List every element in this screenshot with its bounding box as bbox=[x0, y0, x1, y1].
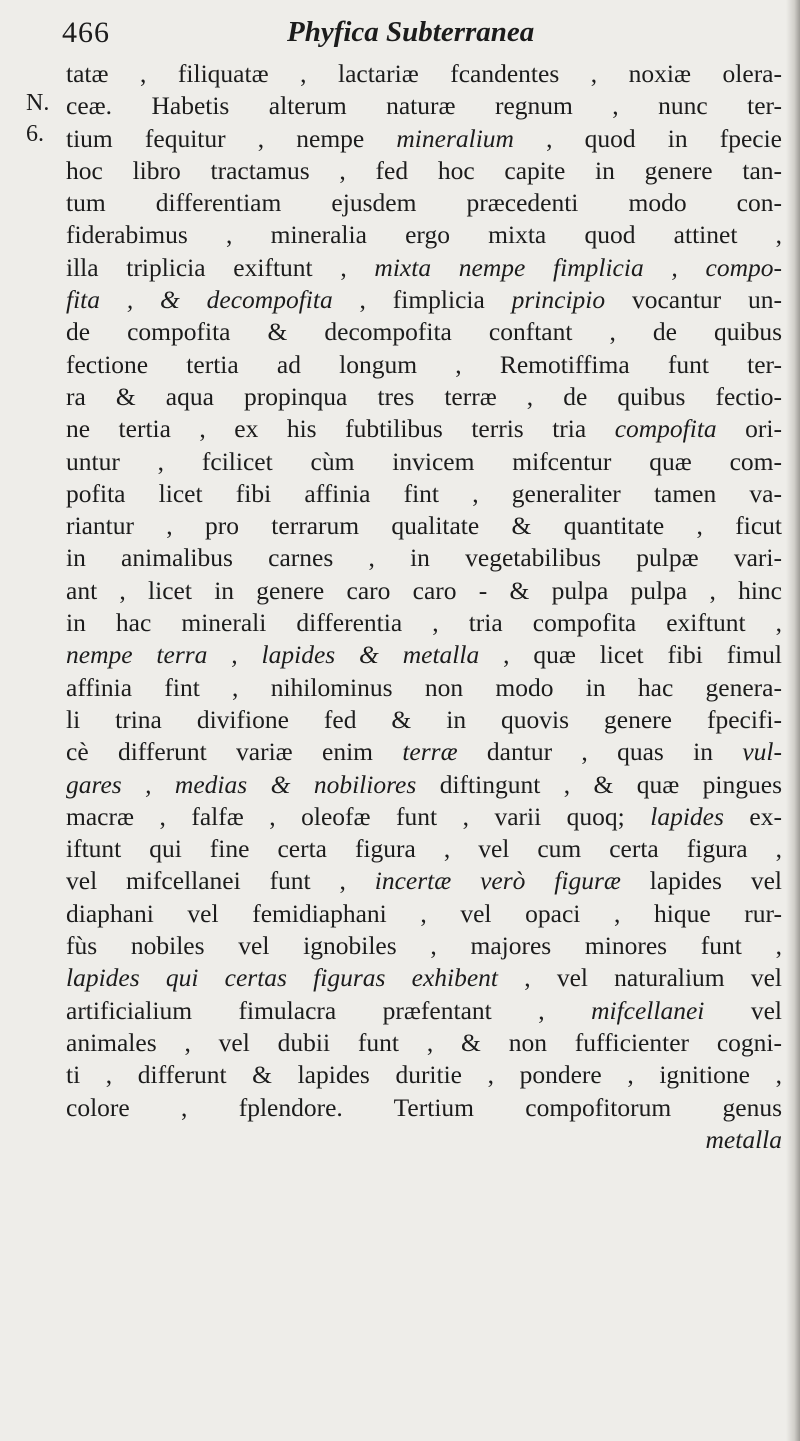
text-line: in hac minerali differentia , tria compofita exiftunt , bbox=[66, 608, 782, 638]
margin-note-number: 6. bbox=[26, 121, 44, 147]
text-line: macræ , falfæ , oleofæ funt , varii quoq; lapides ex- bbox=[66, 801, 782, 831]
page-number: 466 bbox=[62, 16, 110, 49]
text-line: gares , medias & nobiliores diftingunt , & quæ pingues bbox=[66, 769, 782, 799]
margin-note-n: N. bbox=[26, 90, 50, 116]
text-line: diaphani vel femidiaphani , vel opaci , hique rur- bbox=[66, 898, 782, 928]
text-line: tium fequitur , nempe mineralium , quod in fpecie bbox=[66, 123, 782, 153]
text-line: fiderabimus , mineralia ergo mixta quod attinet , bbox=[66, 220, 782, 250]
body-text bbox=[66, 58, 782, 1156]
text-line: ne tertia , ex his fubtilibus terris tria compofita ori- bbox=[66, 414, 782, 444]
text-line: ceæ. Habetis alterum naturæ regnum , nunc ter- bbox=[66, 91, 782, 121]
text-line: ant , licet in genere caro caro - & pulpa pulpa , hinc bbox=[66, 575, 782, 605]
text-line: affinia fint , nihilominus non modo in hac genera- bbox=[66, 672, 782, 702]
text-line: illa triplicia exiftunt , mixta nempe fimplicia , compo- bbox=[66, 252, 782, 282]
text-line: de compofita & decompofita conftant , de quibus bbox=[66, 317, 782, 347]
text-line: tum differentiam ejusdem præcedenti modo con- bbox=[66, 188, 782, 218]
text-line: vel mifcellanei funt , incertæ verò figuræ lapides vel bbox=[66, 866, 782, 896]
running-head: Phyfica Subterranea bbox=[287, 16, 535, 48]
text-line: nempe terra , lapides & metalla , quæ licet fibi fimul bbox=[66, 640, 782, 670]
text-line: iftunt qui fine certa figura , vel cum certa figura , bbox=[66, 834, 782, 864]
text-line: hoc libro tractamus , fed hoc capite in genere tan- bbox=[66, 155, 782, 185]
text-line: riantur , pro terrarum qualitate & quantitate , ficut bbox=[66, 511, 782, 541]
text-line: lapides qui certas figuras exhibent , vel naturalium vel bbox=[66, 963, 782, 993]
text-line: animales , vel dubii funt , & non fufficienter cogni- bbox=[66, 1027, 782, 1057]
text-line: fita , & decompofita , fimplicia principio vocantur un- bbox=[66, 285, 782, 315]
catchword: metalla bbox=[705, 1124, 782, 1154]
text-line: untur , fcilicet cùm invicem mifcentur quæ com- bbox=[66, 446, 782, 476]
page-edge-shadow bbox=[786, 0, 800, 1441]
text-line: li trina divifione fed & in quovis genere fpecifi- bbox=[66, 704, 782, 734]
text-line: artificialium fimulacra præfentant , mifcellanei vel bbox=[66, 995, 782, 1025]
text-line: ti , differunt & lapides duritie , pondere , ignitione , bbox=[66, 1060, 782, 1090]
text-line: in animalibus carnes , in vegetabilibus pulpæ vari- bbox=[66, 543, 782, 573]
text-line: fectione tertia ad longum , Remotiffima funt ter- bbox=[66, 349, 782, 379]
page-header bbox=[62, 12, 760, 52]
text-line: pofita licet fibi affinia fint , generaliter tamen va- bbox=[66, 478, 782, 508]
text-line: colore , fplendore. Tertium compofitorum genus bbox=[66, 1092, 782, 1122]
text-line: ra & aqua propinqua tres terræ , de quibus fectio- bbox=[66, 381, 782, 411]
text-line: cè differunt variæ enim terræ dantur , quas in vul- bbox=[66, 737, 782, 767]
text-line: fùs nobiles vel ignobiles , majores minores funt , bbox=[66, 931, 782, 961]
text-line: tatæ , filiquatæ , lactariæ fcandentes , noxiæ olera- bbox=[66, 59, 782, 88]
